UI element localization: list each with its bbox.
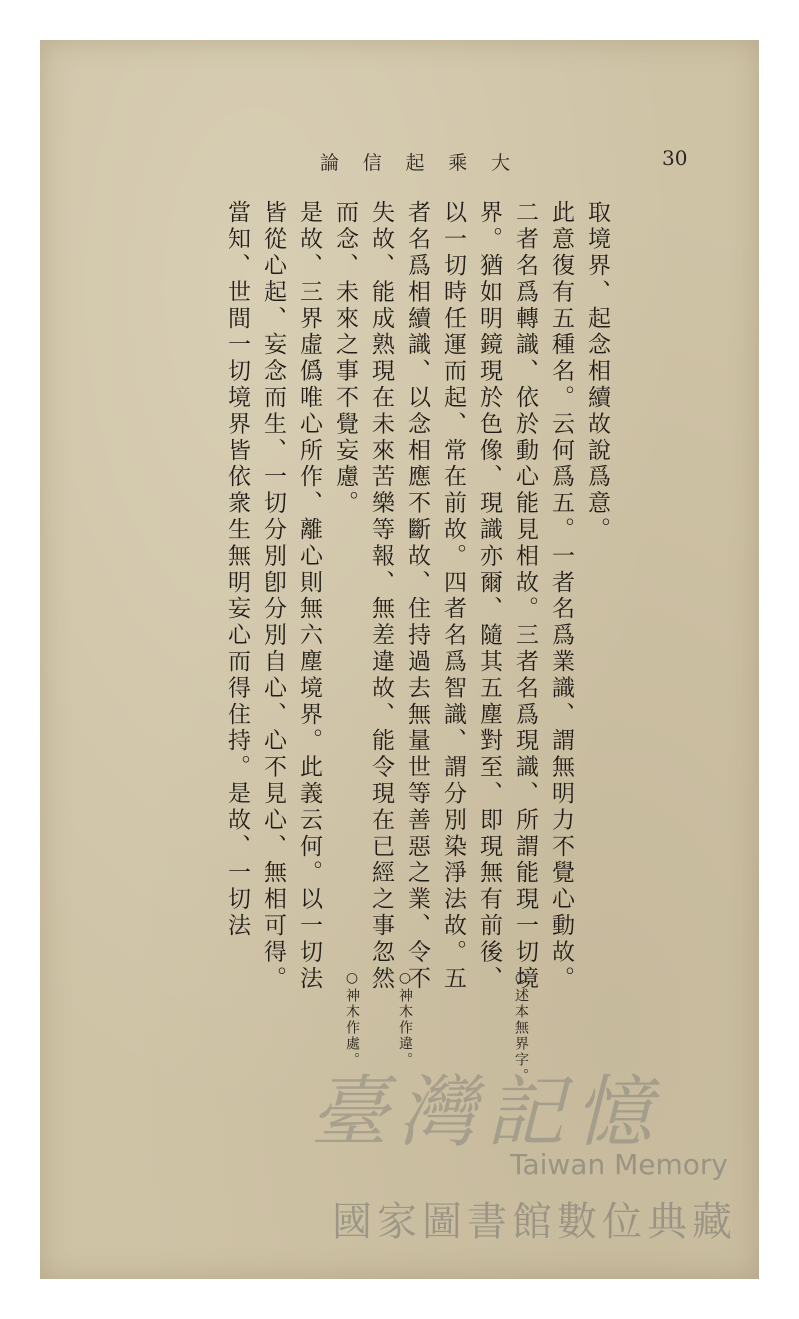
page-number: 30 bbox=[662, 146, 688, 170]
watermark-logo: 臺灣記憶 bbox=[310, 1068, 663, 1158]
text-column: 當知、世間一切境界皆依衆生無明妄心而得住持。是故、一切法 bbox=[224, 200, 250, 940]
text-column: 二者名爲轉識、依於動心能見相故。三者名爲現識、所謂能現一切境 bbox=[512, 200, 538, 992]
title-char: 大 bbox=[490, 152, 510, 174]
running-title bbox=[320, 148, 510, 175]
text-column: 而念、未來之事不覺妄慮。 bbox=[332, 200, 358, 517]
book-page bbox=[40, 40, 759, 1279]
editorial-note: ○神木作違。 bbox=[397, 970, 413, 1068]
editorial-note: ○神木作處。 bbox=[344, 970, 360, 1068]
text-column: 是故、三界虛僞唯心所作、離心則無六塵境界。此義云何。以一切法 bbox=[296, 200, 322, 992]
editorial-note: ○述本無界字。 bbox=[513, 970, 529, 1084]
text-column: 界。猶如明鏡現於色像、現識亦爾、隨其五塵對至、即現無有前後、 bbox=[476, 200, 502, 992]
text-column: 取境界、起念相續故說爲意。 bbox=[584, 200, 610, 544]
text-column: 此意復有五種名。云何爲五。一者名爲業識、謂無明力不覺心動故。 bbox=[548, 200, 574, 992]
watermark-chinese: 國家圖書館數位典藏 bbox=[332, 1199, 737, 1245]
text-column: 以一切時任運而起、常在前故。四者名爲智識、謂分別染淨法故。五 bbox=[440, 200, 466, 992]
text-column: 者名爲相續識、以念相應不斷故、住持過去無量世等善惡之業、令不 bbox=[404, 200, 430, 992]
title-char: 乘 bbox=[448, 152, 468, 174]
text-column: 失故、能成熟現在未來苦樂等報、無差違故、能令現在已經之事忽然 bbox=[368, 200, 394, 992]
title-char: 論 bbox=[320, 152, 340, 174]
title-char: 起 bbox=[405, 152, 425, 174]
title-char: 信 bbox=[362, 152, 382, 174]
text-column: 皆從心起、妄念而生、一切分別卽分別自心、心不見心、無相可得。 bbox=[260, 200, 286, 992]
watermark-english: Taiwan Memory bbox=[510, 1148, 728, 1181]
